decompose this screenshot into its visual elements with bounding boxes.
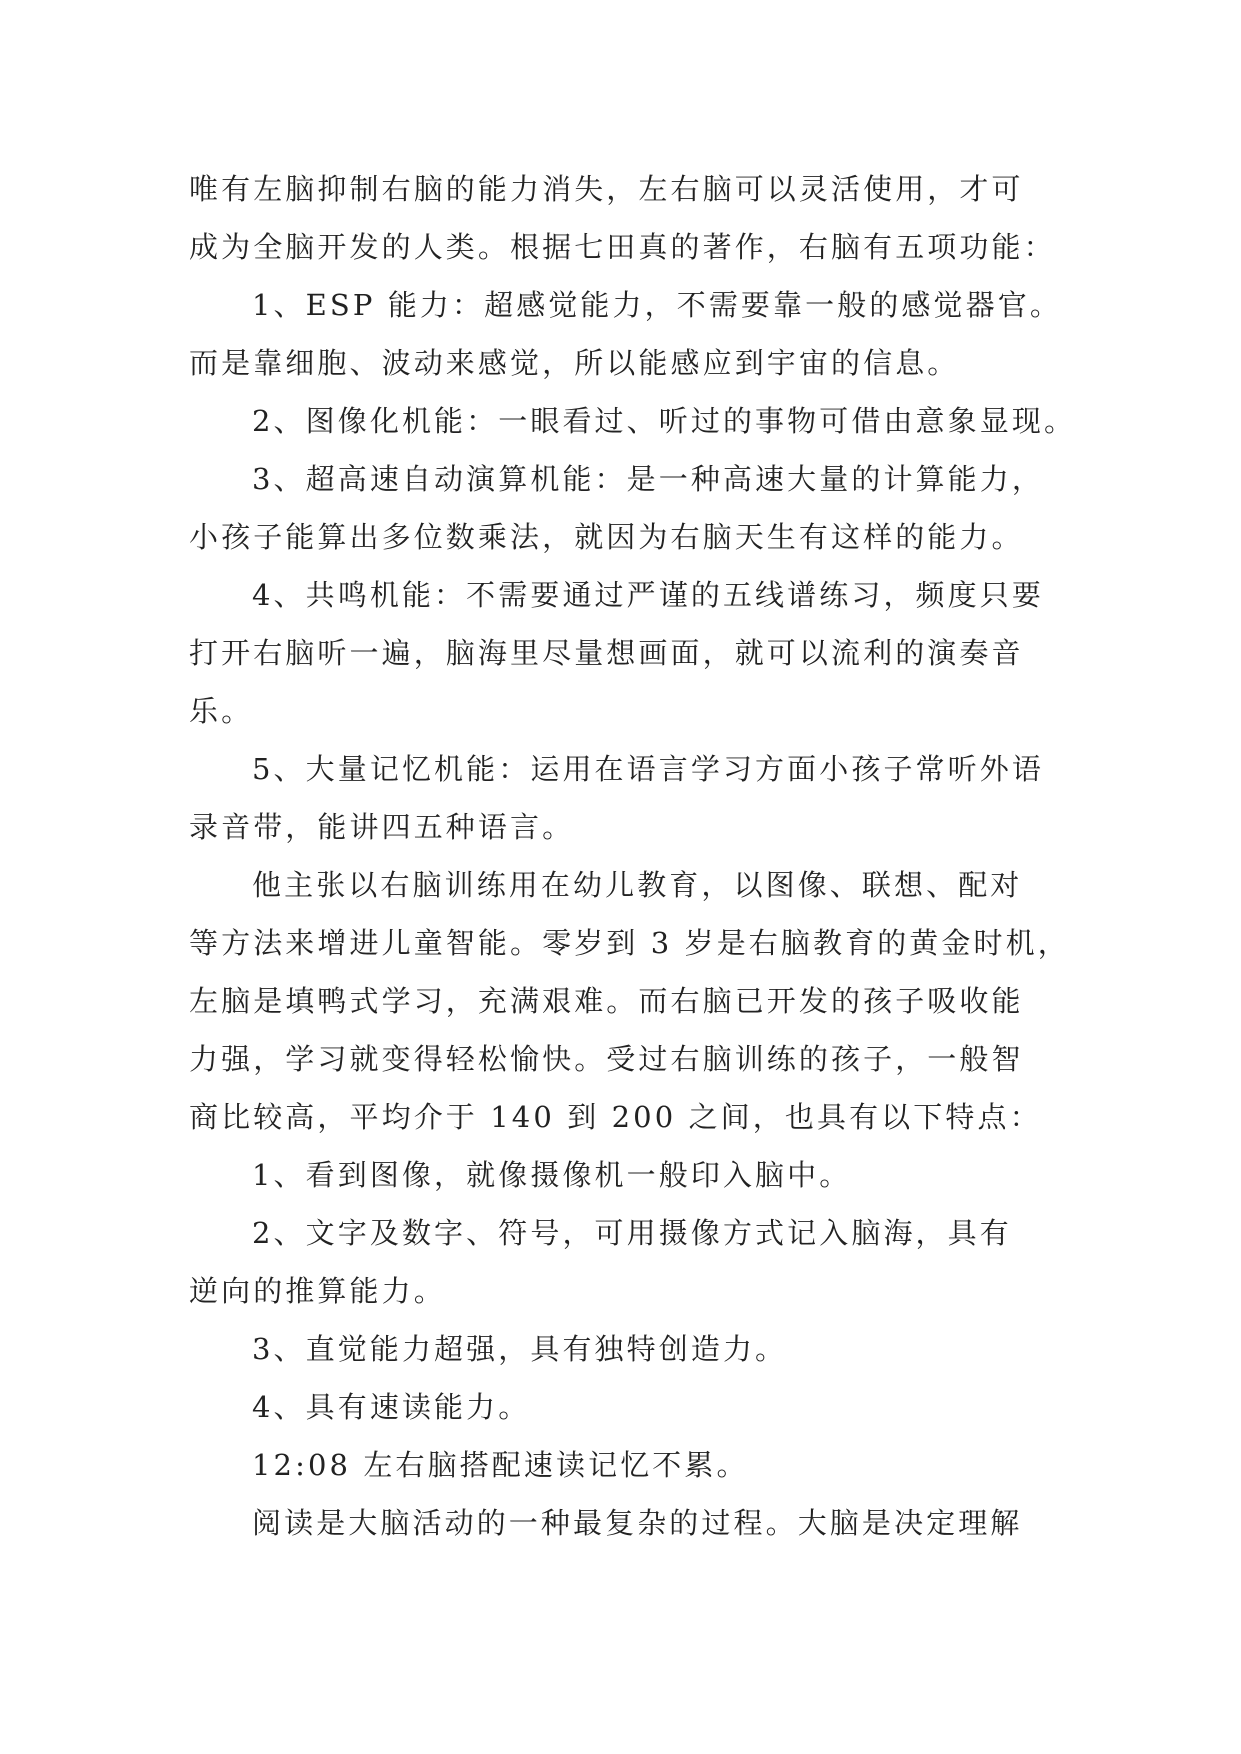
text-line: 打开右脑听一遍，脑海里尽量想画面，就可以流利的演奏音 <box>189 636 1024 670</box>
text-line: 逆向的推算能力。 <box>189 1274 446 1308</box>
text-line: 1、看到图像，就像摄像机一般印入脑中。 <box>252 1158 852 1192</box>
text-line: 左脑是填鸭式学习，充满艰难。而右脑已开发的孩子吸收能 <box>189 984 1024 1018</box>
text-line: 而是靠细胞、波动来感觉，所以能感应到宇宙的信息。 <box>189 346 960 380</box>
document-body <box>189 160 1077 1552</box>
text-line: 3、直觉能力超强，具有独特创造力。 <box>252 1332 788 1366</box>
text-line: 乐。 <box>189 694 254 728</box>
text-line: 录音带，能讲四五种语言。 <box>189 810 575 844</box>
text-line: 4、共鸣机能：不需要通过严谨的五线谱练习，频度只要 <box>252 578 1044 612</box>
text-line: 唯有左脑抑制右脑的能力消失，左右脑可以灵活使用，才可 <box>189 172 1024 206</box>
text-line: 等方法来增进儿童智能。零岁到 3 岁是右脑教育的黄金时机， <box>189 926 1070 960</box>
text-line: 4、具有速读能力。 <box>252 1390 531 1424</box>
text-line: 小孩子能算出多位数乘法，就因为右脑天生有这样的能力。 <box>189 520 1024 554</box>
text-line: 力强，学习就变得轻松愉快。受过右脑训练的孩子，一般智 <box>189 1042 1024 1076</box>
text-line: 1、ESP 能力：超感觉能力，不需要靠一般的感觉器官。 <box>252 288 1062 322</box>
text-line: 2、文字及数字、符号，可用摄像方式记入脑海，具有 <box>252 1216 1012 1250</box>
text-line: 阅读是大脑活动的一种最复杂的过程。大脑是决定理解 <box>252 1506 1023 1540</box>
text-line: 5、大量记忆机能：运用在语言学习方面小孩子常听外语 <box>252 752 1044 786</box>
text-line: 商比较高，平均介于 140 到 200 之间，也具有以下特点： <box>189 1100 1042 1134</box>
text-line: 12:08 左右脑搭配速读记忆不累。 <box>252 1448 749 1482</box>
text-line: 他主张以右脑训练用在幼儿教育，以图像、联想、配对 <box>252 868 1023 902</box>
text-line: 2、图像化机能：一眼看过、听过的事物可借由意象显现。 <box>252 404 1077 438</box>
text-line: 成为全脑开发的人类。根据七田真的著作，右脑有五项功能： <box>189 230 1056 264</box>
text-line: 3、超高速自动演算机能：是一种高速大量的计算能力， <box>252 462 1044 496</box>
